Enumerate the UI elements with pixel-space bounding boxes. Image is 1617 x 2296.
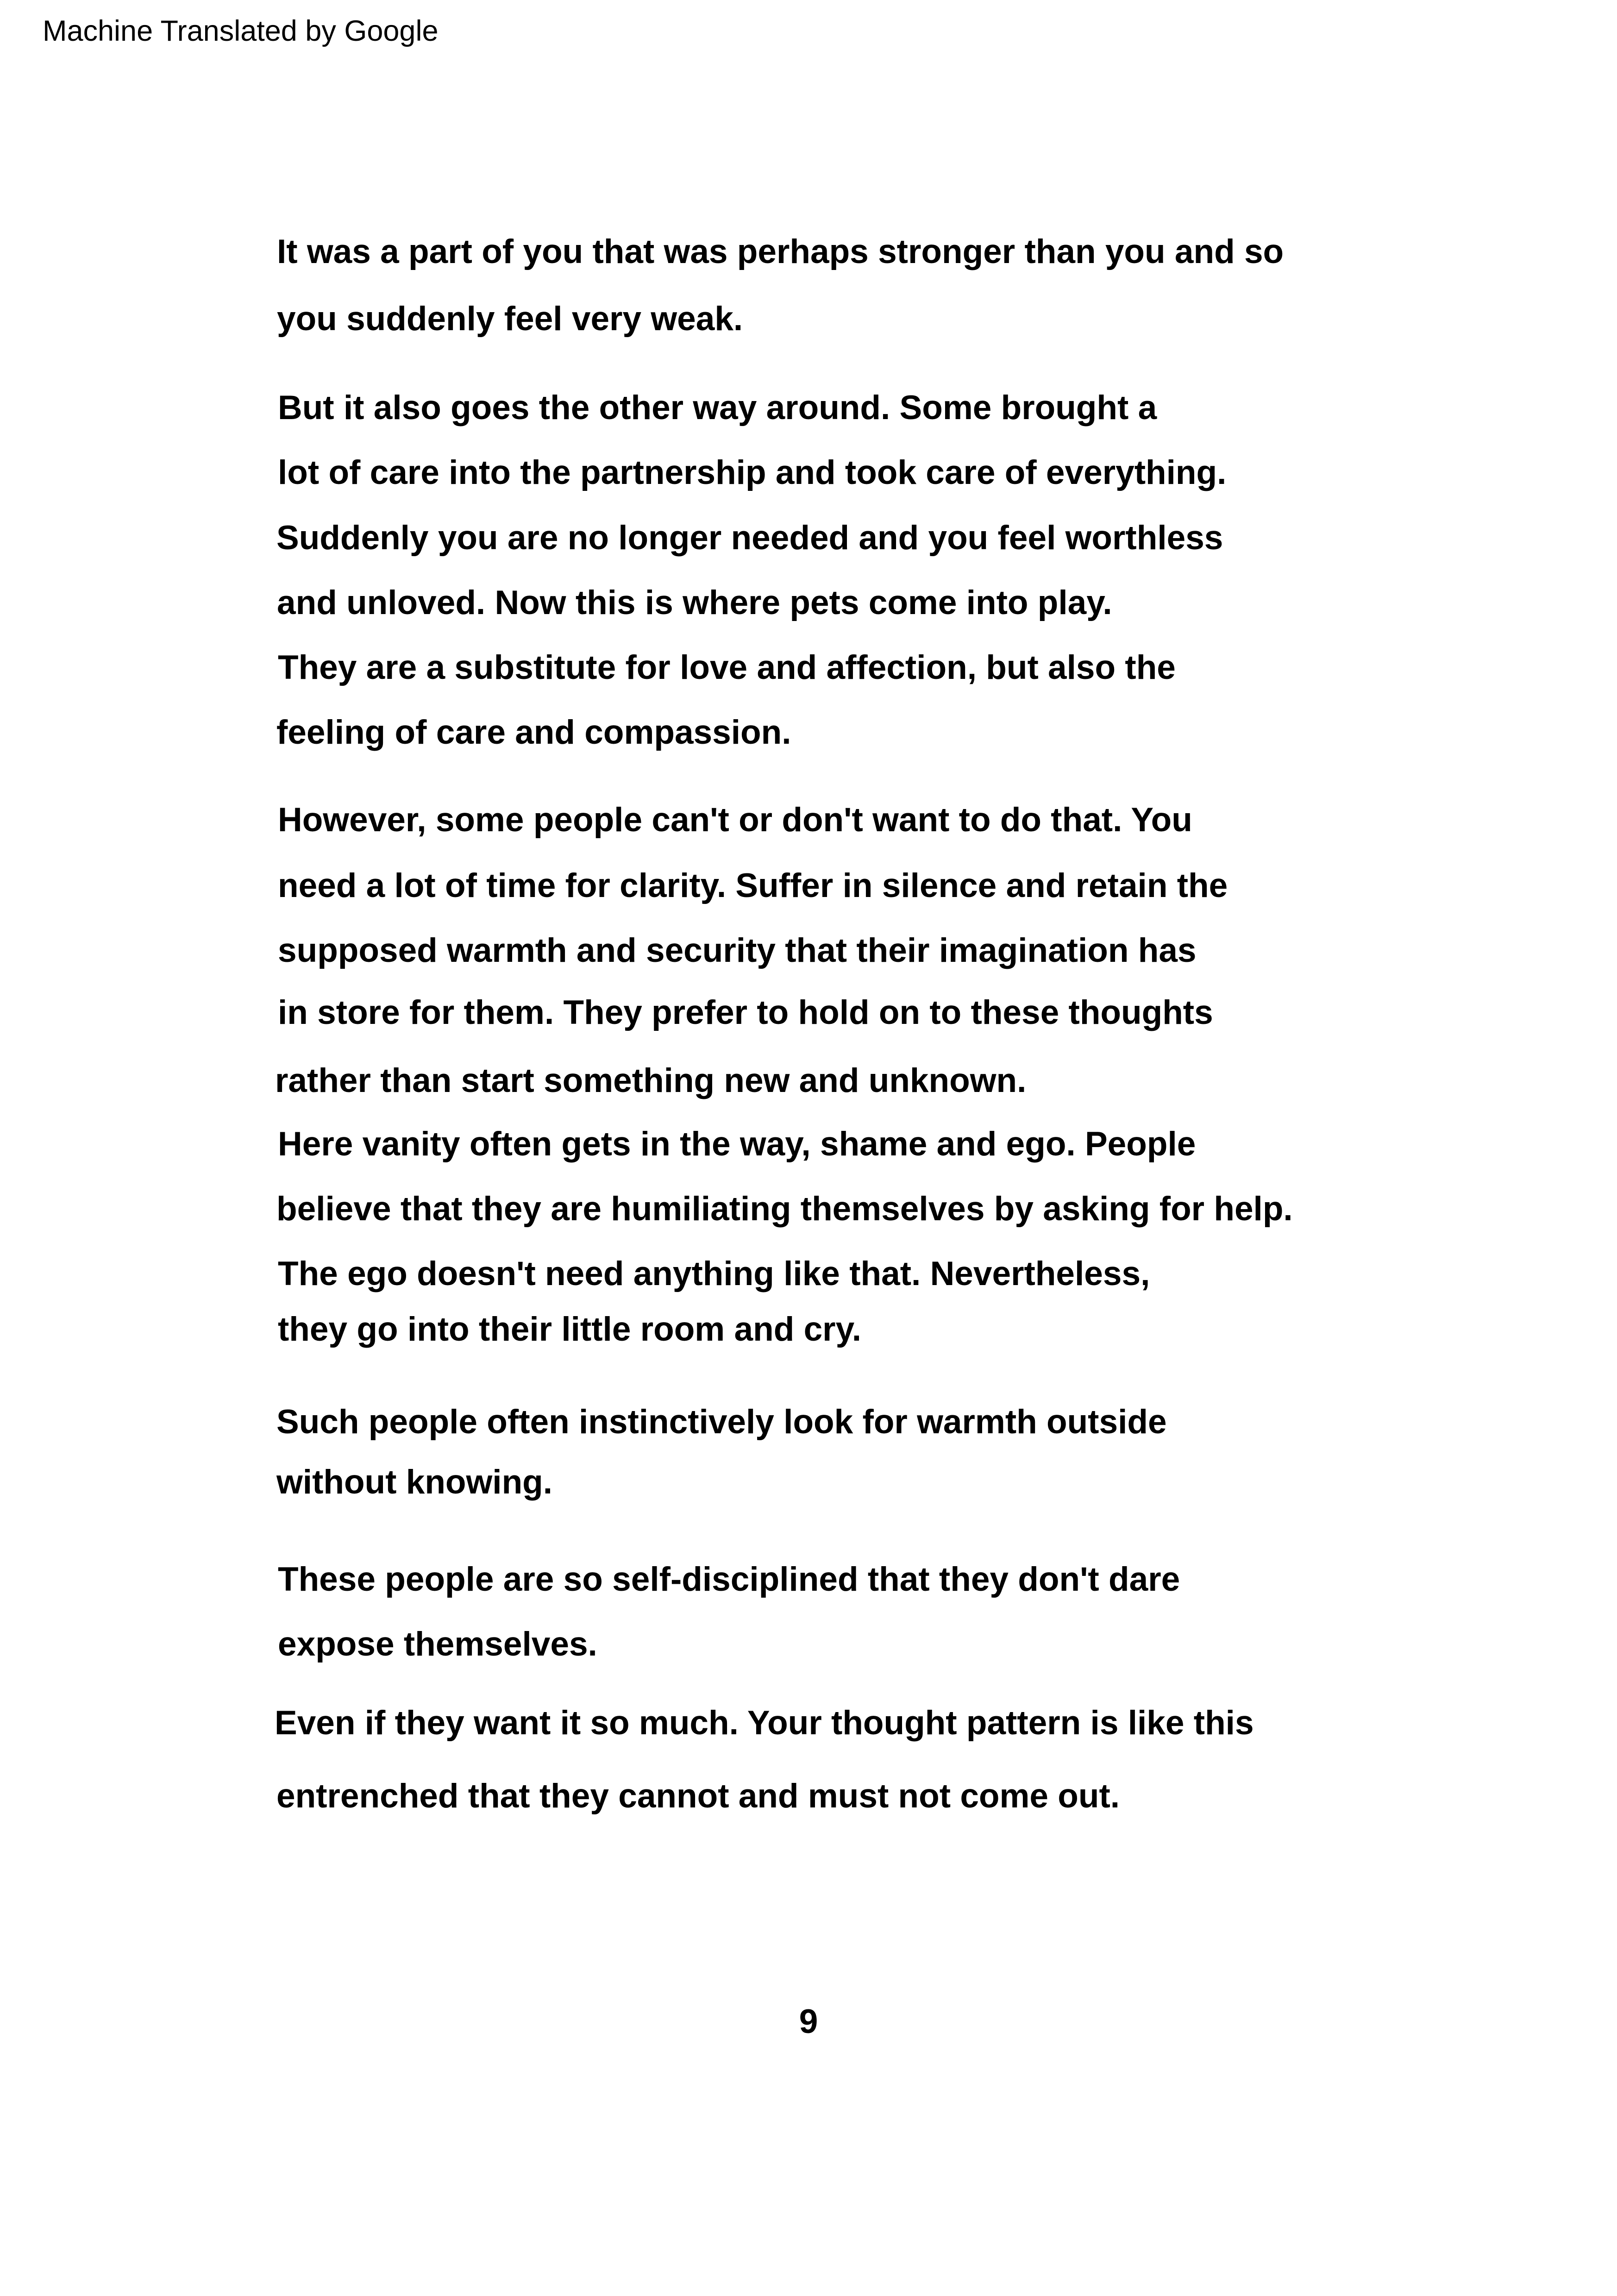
body-line: expose themselves.: [278, 1625, 597, 1663]
body-line: in store for them. They prefer to hold on to these thoughts: [278, 994, 1213, 1031]
body-line: Such people often instinctively look for warmth outside: [276, 1403, 1167, 1441]
body-line: and unloved. Now this is where pets come into play.: [277, 584, 1112, 621]
body-line: It was a part of you that was perhaps stronger than you and so: [277, 233, 1284, 270]
body-line: These people are so self-disciplined that they don't dare: [278, 1561, 1180, 1598]
body-line: Even if they want it so much. Your thought pattern is like this: [275, 1704, 1254, 1742]
body-line: However, some people can't or don't want to do that. You: [278, 801, 1192, 839]
body-line: they go into their little room and cry.: [278, 1311, 862, 1348]
body-line: feeling of care and compassion.: [276, 714, 791, 751]
body-line: entrenched that they cannot and must not come out.: [276, 1777, 1120, 1815]
machine-translation-label: Machine Translated by Google: [43, 15, 439, 47]
body-line: believe that they are humiliating themselves by asking for help.: [276, 1190, 1293, 1228]
body-line: you suddenly feel very weak.: [277, 300, 743, 338]
page-number: 9: [799, 2003, 818, 2040]
body-line: Suddenly you are no longer needed and you feel worthless: [276, 519, 1223, 557]
body-line: need a lot of time for clarity. Suffer in silence and retain the: [278, 867, 1228, 904]
body-line: rather than start something new and unknown.: [275, 1062, 1027, 1099]
body-line: They are a substitute for love and affection, but also the: [278, 649, 1176, 686]
body-line: Here vanity often gets in the way, shame and ego. People: [278, 1125, 1196, 1163]
body-line: without knowing.: [276, 1463, 553, 1501]
body-line: But it also goes the other way around. Some brought a: [278, 389, 1157, 427]
body-line: The ego doesn't need anything like that. Nevertheless,: [278, 1255, 1150, 1292]
body-line: lot of care into the partnership and took care of everything.: [278, 454, 1227, 491]
body-line: supposed warmth and security that their imagination has: [278, 932, 1197, 969]
